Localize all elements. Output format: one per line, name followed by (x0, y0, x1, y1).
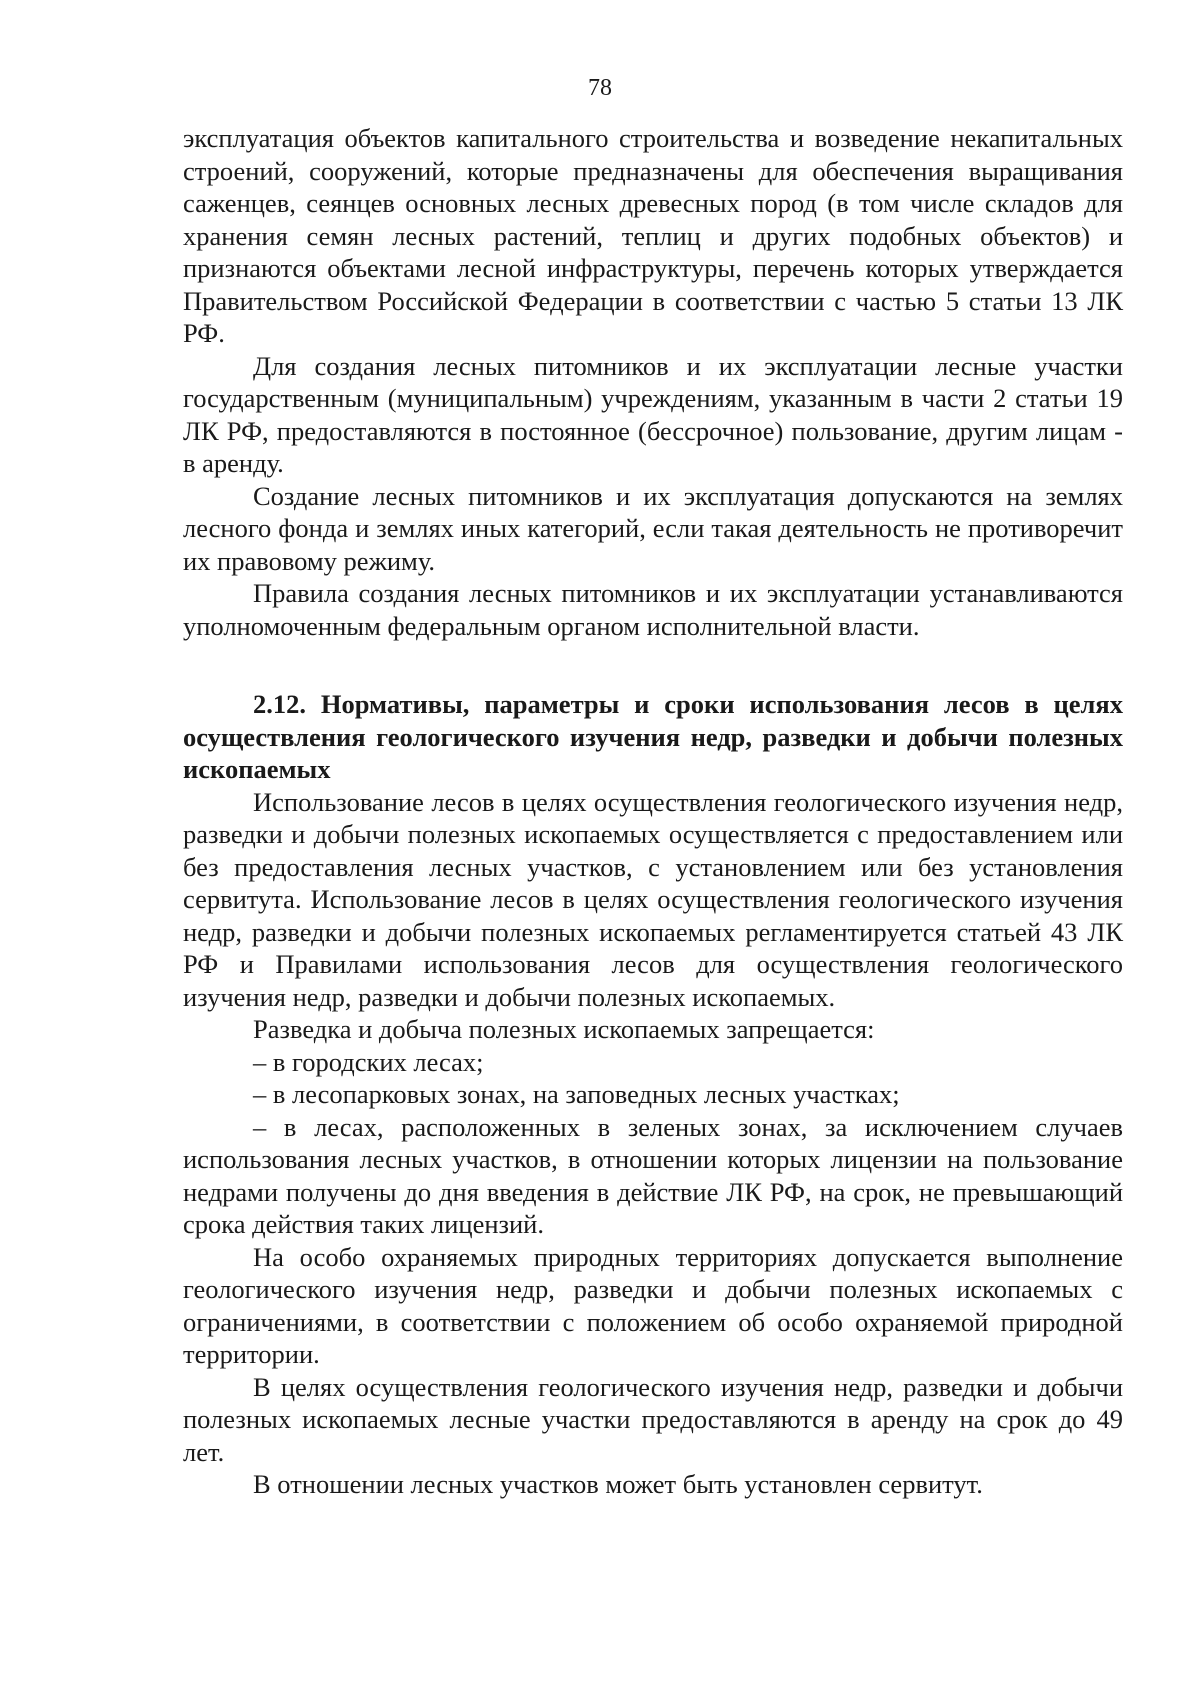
page-number: 78 (588, 75, 612, 101)
list-item-forest-park-zones: – в лесопарковых зонах, на заповедных лесных участках; (253, 1079, 900, 1109)
paragraph-prohibition-intro: Разведка и добыча полезных ископаемых запрещается: (253, 1014, 875, 1044)
paragraph-nursery-rules: Правила создания лесных питомников и их эксплуатации устанавливаются уполномоченным федеральным органом исполнительной власти. (183, 578, 1123, 641)
paragraph-continuation: эксплуатация объектов капитального строительства и возведение некапитальных строений, сооружений, которые предназначены для обеспечения выращивания саженцев, сеянцев основных лесных древесных пород (в том числе складов для хранения семян лесных растений, теплиц и других подобных объектов) и признаются объектами лесной инфраструктуры, перечень которых утверждается Правительством Российской Федерации в соответствии с частью 5 статьи 13 ЛК РФ. (183, 123, 1123, 348)
document-body (183, 122, 1123, 1501)
paragraph-nursery-land-categories: Создание лесных питомников и их эксплуатация допускаются на землях лесного фонда и землях иных категорий, если такая деятельность не противоречит их правовому режиму. (183, 480, 1123, 576)
paragraph-protected-territories: На особо охраняемых природных территориях допускается выполнение геологического изучения недр, разведки и добычи полезных ископаемых с ограничениями, в соответствии с положением об особо охраняемой природной территории. (183, 1241, 1123, 1369)
list-item-green-zones: – в лесах, расположенных в зеленых зонах, за исключением случаев использования лесных участков, в отношении которых лицензии на пользование недрами получены до дня введения в действие ЛК РФ, на срок, не превышающий срока действия таких лицензий. (183, 1111, 1123, 1239)
paragraph-lease-term: В целях осуществления геологического изучения недр, разведки и добычи полезных ископаемых лесные участки предоставляются в аренду на срок до 49 лет. (183, 1371, 1123, 1467)
paragraph-geology-usage: Использование лесов в целях осуществления геологического изучения недр, разведки и добычи полезных ископаемых осуществляется с предоставлением или без предоставления лесных участков, с установлением или без установления сервитута. Использование лесов в целях осуществления геологического изучения недр, разведки и добычи полезных ископаемых регламентируется статьей 43 ЛК РФ и Правилами использования лесов для осуществления геологического изучения недр, разведки и добычи полезных ископаемых. (183, 786, 1123, 1012)
paragraph-servitude: В отношении лесных участков может быть установлен сервитут. (253, 1469, 983, 1499)
list-item-urban-forests: – в городских лесах; (253, 1046, 484, 1077)
section-heading: 2.12. Нормативы, параметры и сроки использования лесов в целях осуществления геологического изучения недр, разведки и добычи полезных ископаемых (183, 689, 1123, 784)
paragraph-nursery-land-allocation: Для создания лесных питомников и их эксплуатации лесные участки государственным (муниципальным) учреждениям, указанным в части 2 статьи 19 ЛК РФ, предоставляются в постоянное (бессрочное) пользование, другим лицам - в аренду. (183, 350, 1123, 478)
